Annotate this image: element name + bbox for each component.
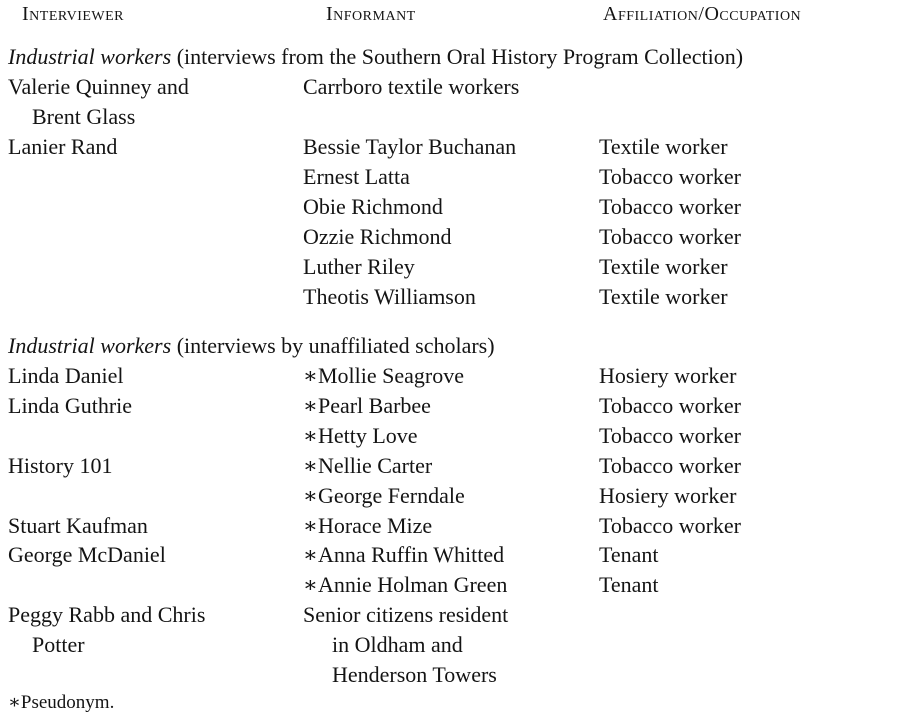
- footnote: ∗Pseudonym.: [8, 692, 115, 713]
- table-row: [0, 600, 900, 630]
- interviewer-cell: Valerie Quinney and: [8, 74, 189, 99]
- interviewer-cell: Lanier Rand: [8, 134, 118, 159]
- informant-cell: ∗Pearl Barbee: [303, 393, 431, 418]
- header-informant: Informant: [326, 3, 416, 25]
- informant-cell: in Oldham and: [332, 632, 463, 657]
- table-row: [0, 72, 900, 102]
- informant-cell: Ernest Latta: [303, 164, 410, 189]
- table-row: [0, 570, 900, 600]
- informant-cell: Henderson Towers: [332, 662, 497, 687]
- informant-cell: Ozzie Richmond: [303, 224, 452, 249]
- occupation-cell: Hosiery worker: [599, 483, 737, 508]
- occupation-cell: Tobacco worker: [599, 513, 742, 538]
- informant-cell: Obie Richmond: [303, 194, 443, 219]
- table-row: [0, 481, 900, 511]
- informant-cell: ∗Annie Holman Green: [303, 572, 508, 597]
- table-row: [0, 421, 900, 451]
- interviewer-cell: History 101: [8, 453, 113, 478]
- table-row: [0, 391, 900, 421]
- table-row: [0, 102, 900, 132]
- informant-cell: Carrboro textile workers: [303, 74, 520, 99]
- section-title-rest: (interviews by unaffiliated scholars): [171, 333, 495, 358]
- interviewer-cell: Linda Daniel: [8, 363, 124, 388]
- informant-cell: Luther Riley: [303, 254, 415, 279]
- interviewer-cell: Stuart Kaufman: [8, 513, 148, 538]
- table-row: [0, 630, 900, 660]
- header-interviewer: Interviewer: [22, 3, 125, 25]
- table-row: [0, 252, 900, 282]
- section-heading-2: [0, 331, 900, 361]
- occupation-cell: Textile worker: [599, 284, 728, 309]
- occupation-cell: Textile worker: [599, 254, 728, 279]
- table-row: [0, 540, 900, 570]
- occupation-cell: Tobacco worker: [599, 423, 742, 448]
- occupation-cell: Tobacco worker: [599, 224, 742, 249]
- interviewer-cell: Peggy Rabb and Chris: [8, 602, 206, 627]
- table-row: [0, 282, 900, 312]
- informant-cell: Senior citizens resident: [303, 602, 509, 627]
- occupation-cell: Tenant: [599, 572, 659, 597]
- occupation-cell: Tobacco worker: [599, 194, 742, 219]
- informant-cell: ∗Anna Ruffin Whitted: [303, 542, 505, 567]
- occupation-cell: Tobacco worker: [599, 164, 742, 189]
- occupation-cell: Tenant: [599, 542, 659, 567]
- informant-cell: ∗Nellie Carter: [303, 453, 433, 478]
- interviewer-cell: Brent Glass: [32, 104, 136, 129]
- table-row: [0, 361, 900, 391]
- informant-cell: ∗Hetty Love: [303, 423, 418, 448]
- section-title-italic: Industrial workers: [8, 44, 172, 69]
- table-row: [0, 660, 900, 690]
- section-heading-1: [0, 42, 900, 72]
- informant-cell: Bessie Taylor Buchanan: [303, 134, 517, 159]
- informant-cell: ∗Horace Mize: [303, 513, 433, 538]
- occupation-cell: Textile worker: [599, 134, 728, 159]
- table-row: [0, 511, 900, 541]
- table-row: [0, 451, 900, 481]
- occupation-cell: Tobacco worker: [599, 393, 742, 418]
- table-row: [0, 132, 900, 162]
- table-row: [0, 192, 900, 222]
- informant-cell: Theotis Williamson: [303, 284, 476, 309]
- informant-cell: ∗Mollie Seagrove: [303, 363, 464, 388]
- interviewer-cell: Linda Guthrie: [8, 393, 133, 418]
- section-title-italic: Industrial workers: [8, 333, 172, 358]
- header-affiliation: Affiliation/Occupation: [603, 3, 802, 25]
- table-row: [0, 162, 900, 192]
- occupation-cell: Tobacco worker: [599, 453, 742, 478]
- section-title-rest: (interviews from the Southern Oral History Program Collection): [171, 44, 744, 69]
- occupation-cell: Hosiery worker: [599, 363, 737, 388]
- interviewer-cell: George McDaniel: [8, 542, 166, 567]
- table-row: [0, 222, 900, 252]
- informant-cell: ∗George Ferndale: [303, 483, 465, 508]
- interviewer-cell: Potter: [32, 632, 85, 657]
